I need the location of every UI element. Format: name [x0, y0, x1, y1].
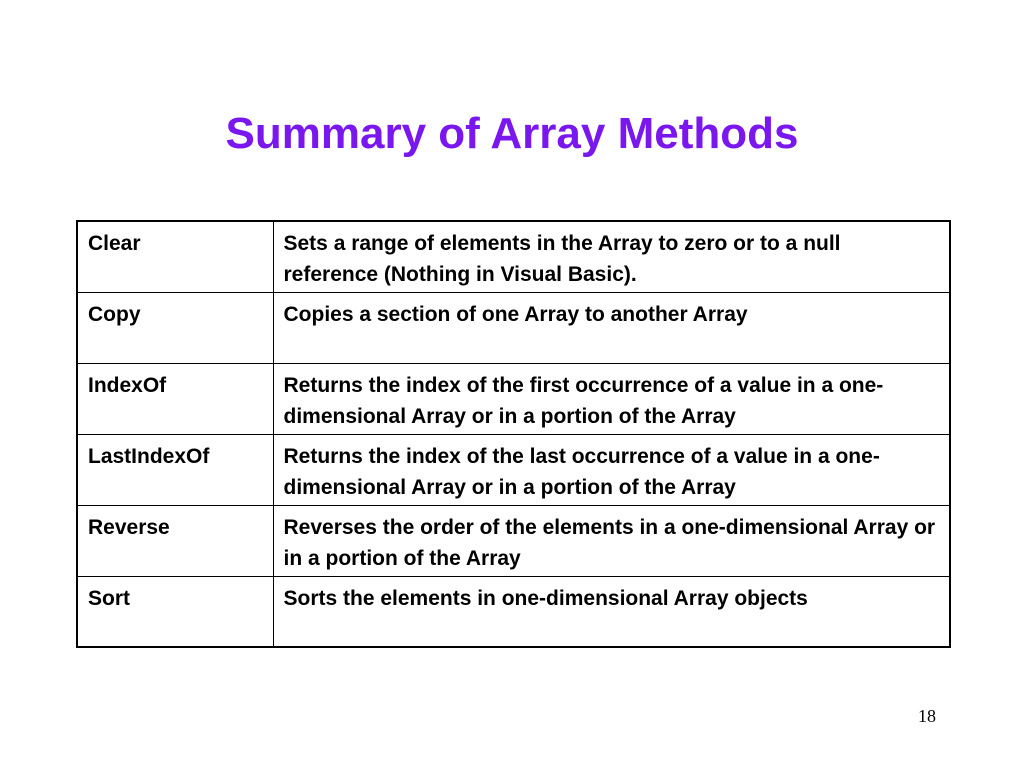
method-description-cell: Returns the index of the last occurrence of a value in a one-dimensional Array or in a portion of the Array: [273, 434, 950, 505]
table-row: [77, 576, 950, 647]
method-description-cell: Sets a range of elements in the Array to zero or to a null reference (Nothing in Visual Basic).: [273, 221, 950, 292]
table-row: [77, 363, 950, 434]
methods-table: [76, 220, 951, 648]
method-description-cell: Reverses the order of the elements in a one-dimensional Array or in a portion of the Array: [273, 505, 950, 576]
method-name-cell: Copy: [77, 292, 273, 363]
table-row: [77, 221, 950, 292]
table-row: [77, 505, 950, 576]
method-name-cell: LastIndexOf: [77, 434, 273, 505]
page-number: 18: [918, 706, 936, 726]
method-name-cell: IndexOf: [77, 363, 273, 434]
method-description-cell: Sorts the elements in one-dimensional Array objects: [273, 576, 950, 647]
method-name-cell: Sort: [77, 576, 273, 647]
slide-title: Summary of Array Methods: [225, 109, 799, 158]
table-row: [77, 292, 950, 363]
method-description-cell: Copies a section of one Array to another Array: [273, 292, 950, 363]
method-description-cell: Returns the index of the first occurrence of a value in a one-dimensional Array or in a portion of the Array: [273, 363, 950, 434]
method-name-cell: Reverse: [77, 505, 273, 576]
table-row: [77, 434, 950, 505]
method-name-cell: Clear: [77, 221, 273, 292]
